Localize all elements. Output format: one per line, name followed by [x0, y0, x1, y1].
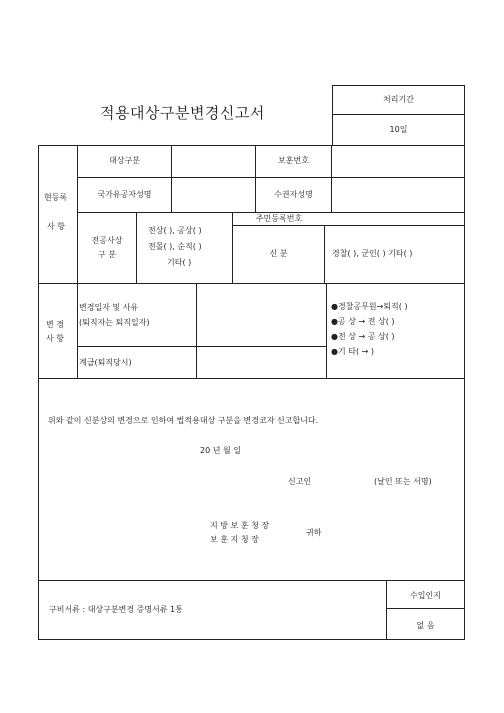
- target-category-label: 대상구분: [109, 156, 140, 165]
- injury-options-line3[interactable]: 기타( ): [167, 258, 192, 267]
- injury-options-line1[interactable]: 전상( ), 공상( ): [148, 226, 202, 235]
- injury-options-line2[interactable]: 전몰( ), 순직( ): [148, 242, 202, 251]
- current-section-label-line1: 현등록: [44, 193, 68, 202]
- veteran-number-field[interactable]: [332, 146, 463, 176]
- resident-number-field[interactable]: [325, 213, 463, 224]
- revenue-stamp-value: 없 음: [416, 621, 435, 630]
- veteran-name-label: 국가유공자성명: [97, 190, 152, 199]
- target-category-field[interactable]: [172, 146, 254, 176]
- form-title: 적용대상구분변경신고서: [100, 104, 265, 122]
- change-option-war-to-duty[interactable]: ●전 상 → 공 상( ): [331, 332, 395, 341]
- processing-period-label: 처리기간: [383, 95, 414, 104]
- change-option-police-retired[interactable]: ●경찰공무원→퇴직( ): [331, 302, 408, 311]
- seal-note: (날인 또는 서명): [374, 477, 432, 486]
- revenue-stamp-label: 수입인지: [410, 591, 441, 600]
- processing-period-value: 10일: [389, 125, 408, 134]
- change-section-label-line2: 사 항: [46, 334, 64, 343]
- declaration-statement: 위와 같이 신분상의 변경으로 인하여 법적용대상 구분을 변경코자 신고합니다.: [48, 416, 319, 425]
- reporter-label: 신고인: [288, 477, 312, 486]
- war-injury-category-line2: 구 분: [98, 250, 116, 259]
- change-reason-label-line2: (퇴직자는 퇴직일자): [79, 318, 150, 327]
- veteran-number-label: 보훈번호: [278, 156, 309, 165]
- war-injury-category-line1: 전공사상: [91, 236, 123, 245]
- recipient-line1: 지 방 보 훈 청 장: [210, 521, 270, 530]
- veteran-name-field[interactable]: [172, 178, 254, 211]
- change-option-duty-to-war[interactable]: ●공 상 → 전 상( ): [331, 317, 395, 326]
- current-section-label-line2: 사 항: [47, 222, 65, 231]
- change-option-other[interactable]: ●기 타( → ): [331, 347, 375, 356]
- beneficiary-name-label: 수권자성명: [274, 190, 313, 199]
- status-label: 신 분: [269, 249, 288, 258]
- change-reason-field[interactable]: [197, 284, 325, 345]
- status-options[interactable]: 경찰( ), 군인( ) 기타( ): [332, 249, 413, 258]
- rank-field[interactable]: [197, 347, 325, 377]
- required-documents: 구비서류 : 대상구분변경 증명서류 1통: [49, 605, 183, 614]
- beneficiary-name-field[interactable]: [332, 178, 463, 211]
- rank-label: 계급(퇴직당시): [79, 358, 132, 367]
- recipient-line2: 보 훈 지 청 장: [210, 535, 259, 544]
- addressee: 귀하: [306, 528, 322, 537]
- change-reason-label-line1: 변경일자 및 사유: [79, 303, 139, 312]
- resident-number-label: 주민등록번호: [255, 214, 303, 223]
- declaration-date[interactable]: 20 년 월 일: [200, 446, 241, 455]
- change-section-label-line1: 변 경: [46, 320, 64, 329]
